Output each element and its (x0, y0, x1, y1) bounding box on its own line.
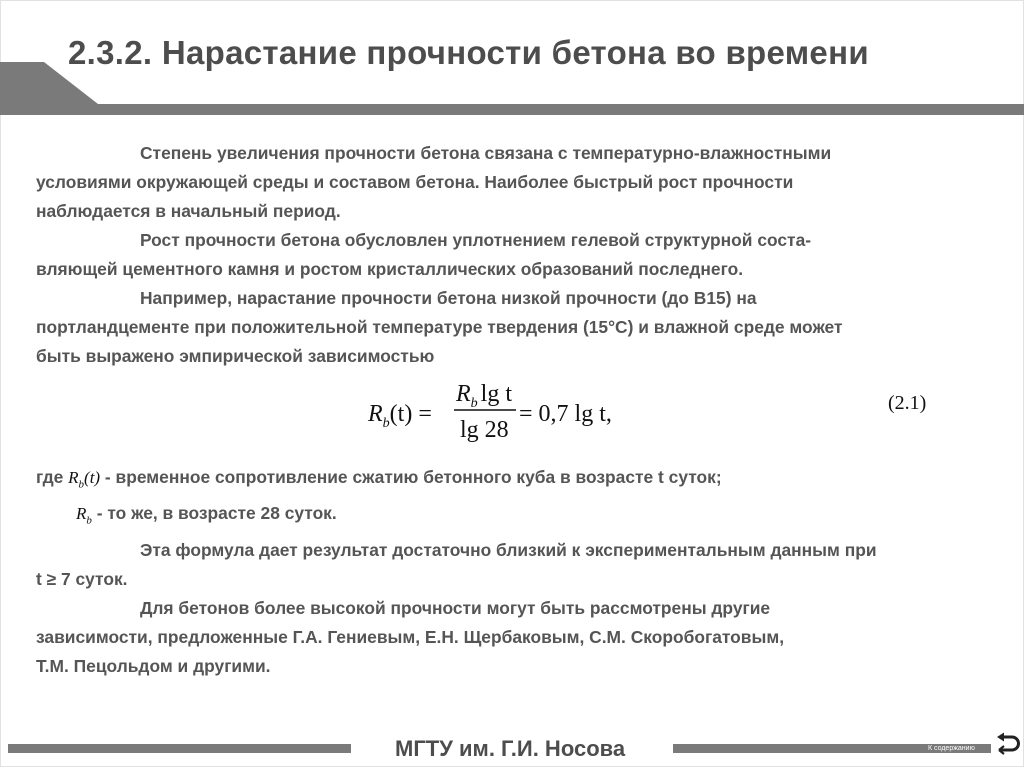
text-line: Эта формула дает результат достаточно близкий к экспериментальным данным при (140, 539, 877, 560)
text-line: портландцементе при положительной температуре твердения (15°C) и влажной среде может (36, 317, 843, 337)
formula-num-sub: b (470, 396, 478, 411)
formula-2-1 (36, 371, 971, 463)
footer-line-left (8, 744, 351, 753)
text-line: Т.М. Пецольдом и другими. (36, 655, 271, 676)
formula-lhs-r: R (368, 401, 383, 427)
text-line: вляющей цементного камня и ростом кристаллических образований последнего. (36, 259, 744, 279)
slide-content (36, 139, 971, 681)
svg-text:Rb(t) = (367, 401, 432, 431)
return-arrow-icon[interactable] (993, 731, 1021, 759)
text-line: условиями окружающей среды и составом бетона. Наиболее быстрый рост прочности (36, 172, 794, 192)
formula-num-rest: lg t (480, 381, 513, 407)
footer-institution: МГТУ им. Г.И. Носова (395, 736, 626, 761)
definition-1: - временное сопротивление сжатию бетонного куба в возрасте t суток; (104, 467, 722, 487)
text-line: наблюдается в начальный период. (36, 201, 341, 221)
svg-text:Rblg t (455, 381, 512, 411)
equation-number: (2.1) (888, 392, 927, 414)
text-line: Рост прочности бетона обусловлен уплотнением гелевой структурной соста- (140, 230, 812, 250)
definition-2: - то же, в возрасте 28 суток. (96, 503, 337, 524)
page-title: 2.3.2. Нарастание прочности бетона во времени (68, 34, 869, 71)
symbol-rb: $R_b$ (76, 504, 92, 527)
paragraph-2 (36, 226, 971, 284)
where-word: где (36, 467, 64, 487)
text-line: Например, нарастание прочности бетона низкой прочности (до B15) на (140, 288, 757, 308)
text-line: быть выражено эмпирической зависимостью (36, 346, 435, 366)
paragraph-4 (36, 536, 971, 594)
text-line: зависимости, предложенные Г.А. Гениевым, Е.Н. Щербаковым, С.М. Скоробогатовым, (36, 626, 785, 647)
formula-num-r: R (456, 381, 471, 407)
text-line: t ≥ 7 суток. (36, 568, 128, 589)
symbol-rb-t: $R_b(t)$ (68, 468, 101, 491)
formula-lhs-sub: b (382, 416, 390, 431)
text-line: Для бетонов более высокой прочности могут быть рассмотрены другие (140, 597, 771, 618)
paragraph-5 (36, 594, 971, 681)
definitions (36, 463, 971, 536)
formula-den: lg 28 (460, 417, 509, 443)
text-line: Степень увеличения прочности бетона связана с температурно-влажностными (140, 143, 832, 163)
paragraph-3 (36, 284, 971, 371)
formula-lhs-arg: (t) = (389, 401, 432, 427)
formula-graphic (366, 371, 686, 463)
paragraph-1 (36, 139, 971, 226)
formula-rhs: = 0,7 lg t, (519, 401, 612, 427)
toc-link[interactable]: К содержанию (928, 745, 975, 752)
